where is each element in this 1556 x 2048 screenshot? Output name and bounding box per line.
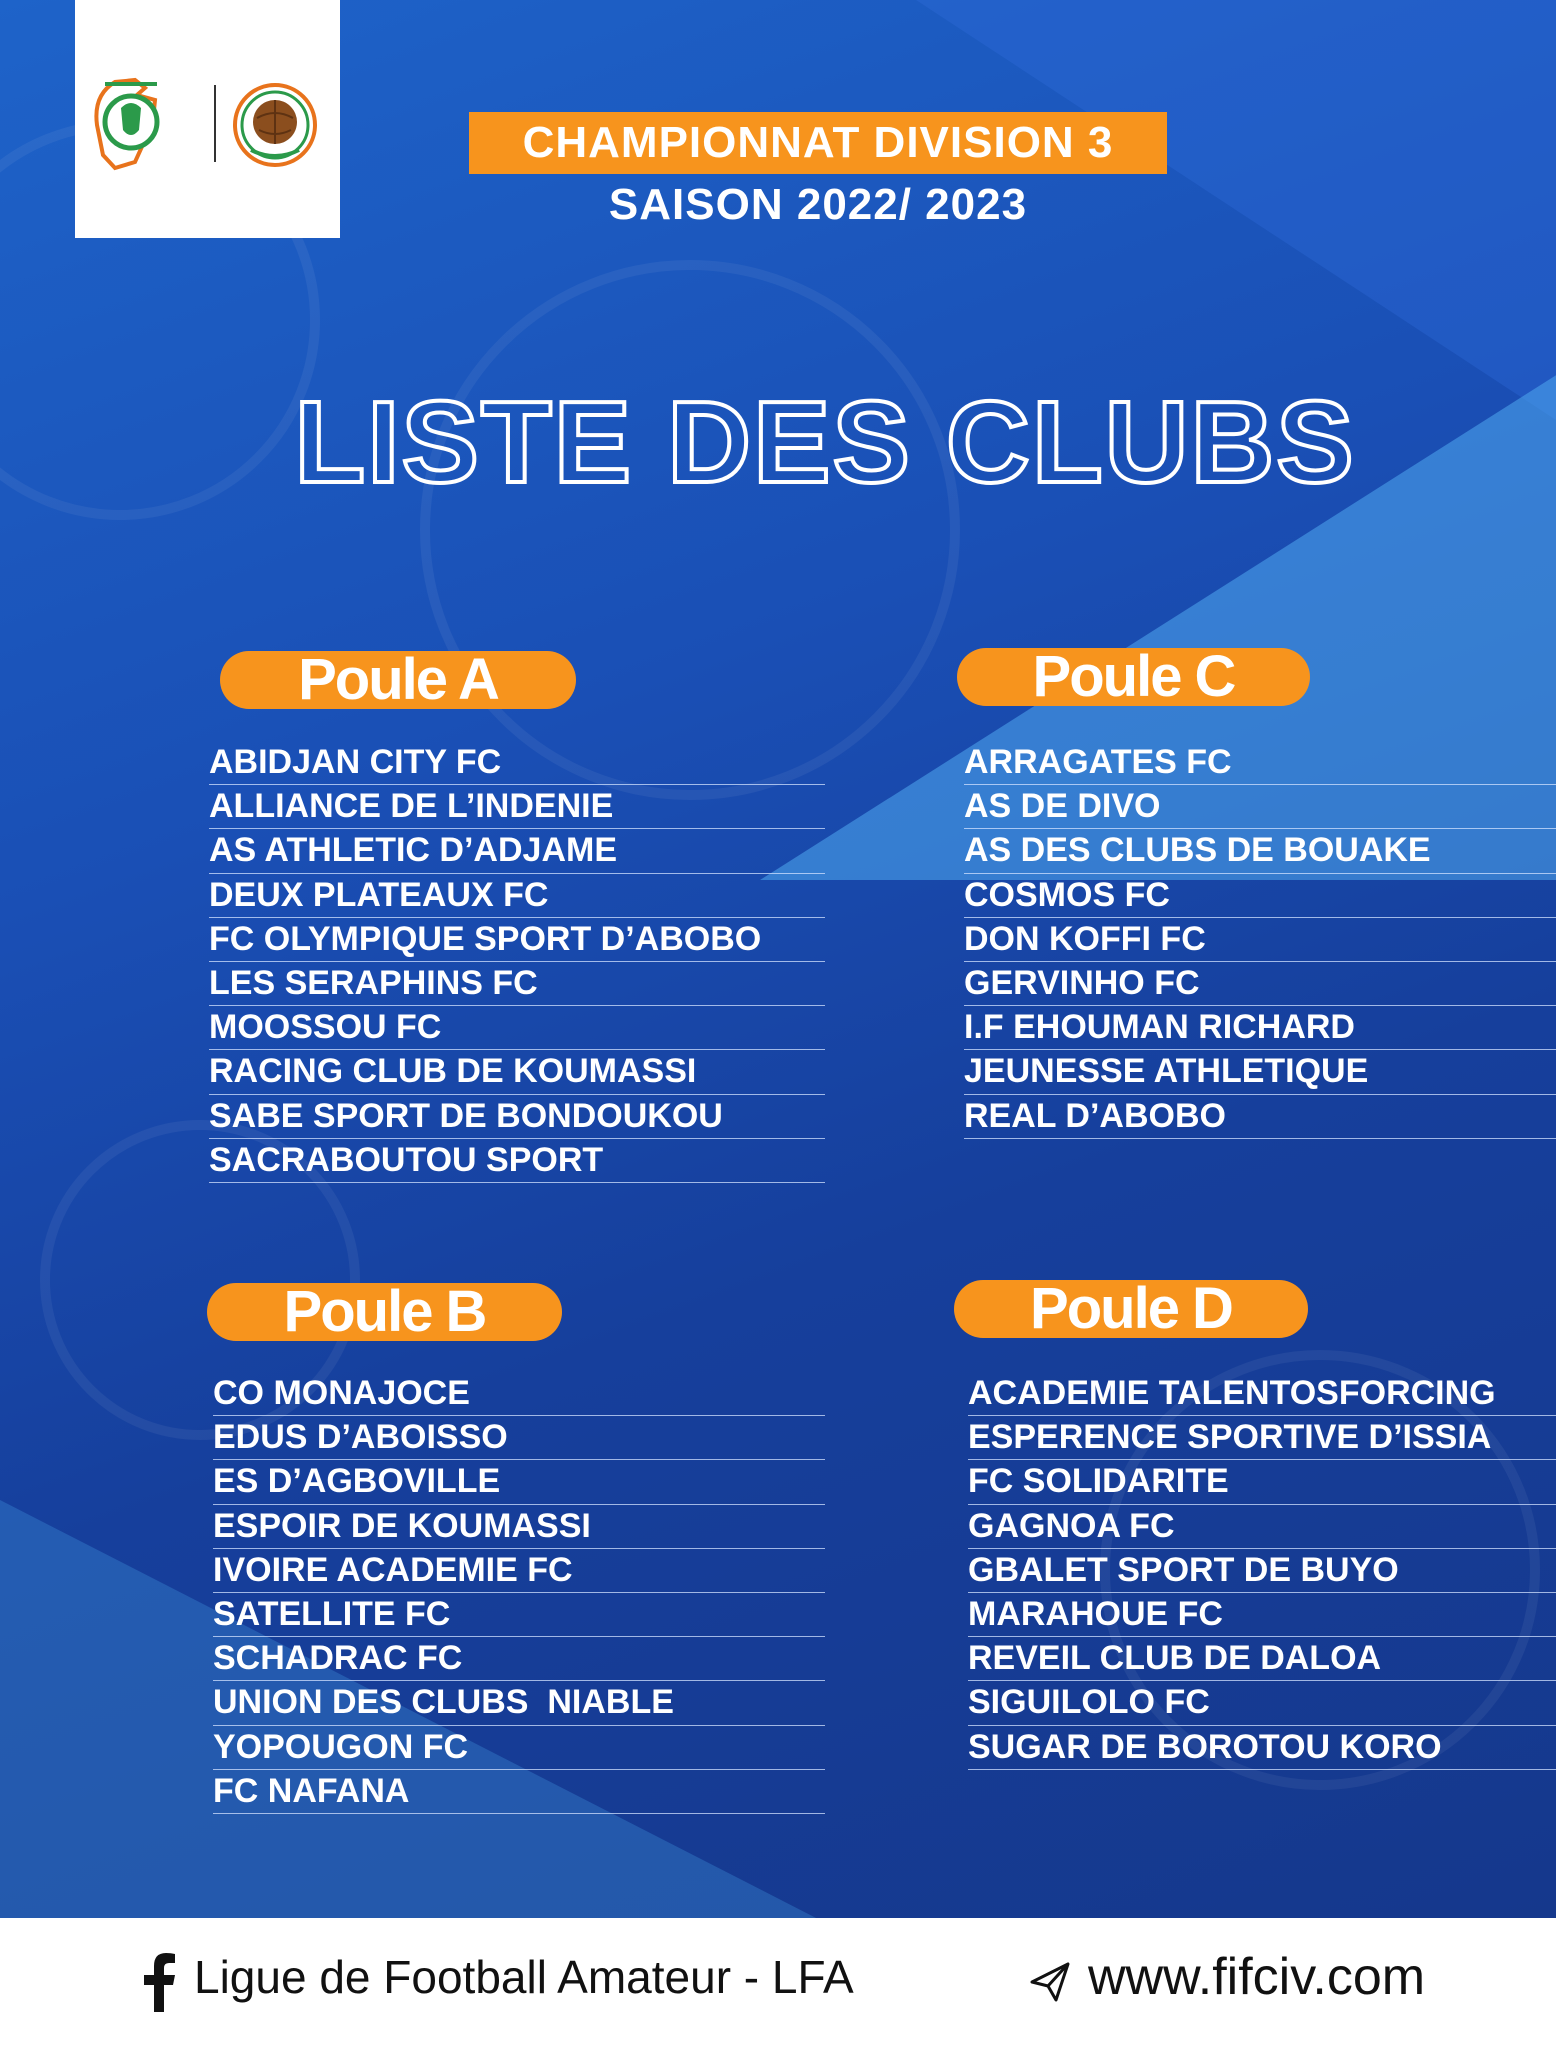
club-item: RACING CLUB DE KOUMASSI	[209, 1050, 825, 1094]
send-icon	[1028, 1960, 1072, 2004]
club-item: SIGUILOLO FC	[968, 1681, 1556, 1725]
club-item: SACRABOUTOU SPORT	[209, 1139, 825, 1183]
club-item: ESPERENCE SPORTIVE D’ISSIA	[968, 1416, 1556, 1460]
club-item: ESPOIR DE KOUMASSI	[213, 1505, 825, 1549]
club-item: EDUS D’ABOISSO	[213, 1416, 825, 1460]
club-item: FC NAFANA	[213, 1770, 825, 1814]
club-item: ES D’AGBOVILLE	[213, 1460, 825, 1504]
club-item: SATELLITE FC	[213, 1593, 825, 1637]
background-shape	[420, 260, 960, 800]
club-item: MARAHOUE FC	[968, 1593, 1556, 1637]
club-item: ARRAGATES FC	[964, 741, 1556, 785]
club-item: REAL D’ABOBO	[964, 1095, 1556, 1139]
club-item: ALLIANCE DE L’INDENIE	[209, 785, 825, 829]
fif-logo	[96, 80, 157, 168]
club-item: AS DES CLUBS DE BOUAKE	[964, 829, 1556, 873]
pool-d-club-list	[893, 1372, 1556, 1770]
club-item: ACADEMIE TALENTOSFORCING	[968, 1372, 1556, 1416]
pool-c-club-list	[893, 741, 1556, 1139]
lfa-logo	[235, 85, 315, 165]
club-item: GAGNOA FC	[968, 1505, 1556, 1549]
club-item: COSMOS FC	[964, 874, 1556, 918]
club-item: GBALET SPORT DE BUYO	[968, 1549, 1556, 1593]
club-item: DON KOFFI FC	[964, 918, 1556, 962]
season-label: SAISON 2022/ 2023	[608, 180, 1028, 229]
pool-d-label: Poule D	[954, 1280, 1308, 1338]
championship-banner: CHAMPIONNAT DIVISION 3	[469, 112, 1167, 174]
page-title: LISTE DES CLUBS	[294, 377, 1356, 507]
pool-c-label: Poule C	[957, 648, 1310, 706]
pool-a-club-list	[132, 741, 825, 1183]
club-item: FC OLYMPIQUE SPORT D’ABOBO	[209, 918, 825, 962]
club-item: FC SOLIDARITE	[968, 1460, 1556, 1504]
club-item: IVOIRE ACADEMIE FC	[213, 1549, 825, 1593]
footer-organization[interactable]: Ligue de Football Amateur - LFA	[194, 1951, 854, 2003]
club-item: REVEIL CLUB DE DALOA	[968, 1637, 1556, 1681]
club-item: SABE SPORT DE BONDOUKOU	[209, 1095, 825, 1139]
club-item: YOPOUGON FC	[213, 1726, 825, 1770]
club-item: SUGAR DE BOROTOU KORO	[968, 1726, 1556, 1770]
pool-b-club-list	[132, 1372, 825, 1814]
club-item: CO MONAJOCE	[213, 1372, 825, 1416]
pool-a-label: Poule A	[220, 651, 576, 709]
footer-website-link[interactable]: www.fifciv.com	[1088, 1948, 1426, 2006]
club-item: DEUX PLATEAUX FC	[209, 874, 825, 918]
club-item: ABIDJAN CITY FC	[209, 741, 825, 785]
club-item: LES SERAPHINS FC	[209, 962, 825, 1006]
club-item: JEUNESSE ATHLETIQUE	[964, 1050, 1556, 1094]
club-item: AS DE DIVO	[964, 785, 1556, 829]
club-item: I.F EHOUMAN RICHARD	[964, 1006, 1556, 1050]
club-item: AS ATHLETIC D’ADJAME	[209, 829, 825, 873]
logo-panel	[75, 0, 340, 238]
pool-b-label: Poule B	[207, 1283, 562, 1341]
club-item: GERVINHO FC	[964, 962, 1556, 1006]
club-item: UNION DES CLUBS NIABLE	[213, 1681, 825, 1725]
club-item: MOOSSOU FC	[209, 1006, 825, 1050]
facebook-icon[interactable]	[140, 1952, 178, 2012]
club-item: SCHADRAC FC	[213, 1637, 825, 1681]
